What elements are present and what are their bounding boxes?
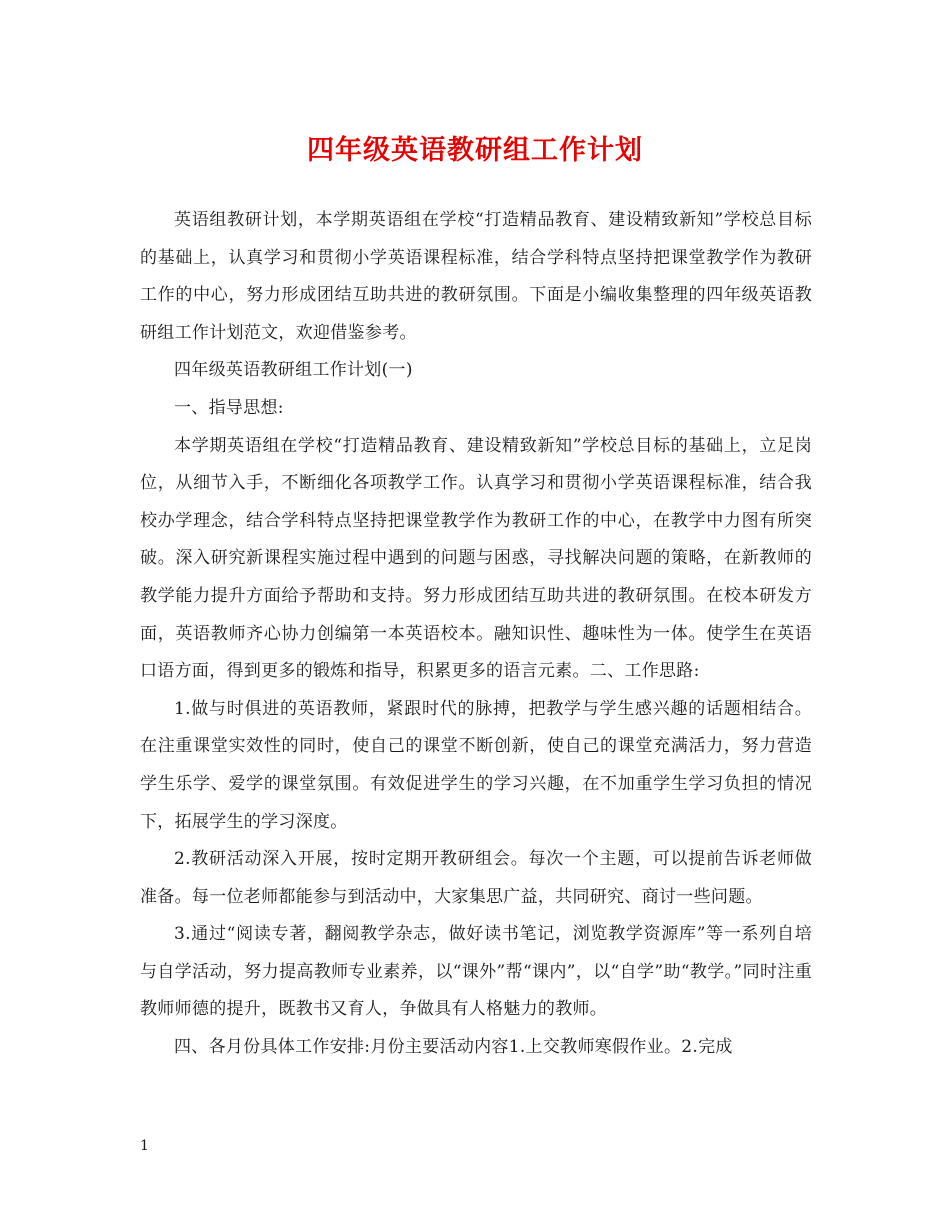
monthly-schedule-paragraph: 四、各月份具体工作安排:月份主要活动内容1.上交教师寒假作业。2.完成	[174, 1037, 733, 1058]
guiding-thought-paragraph: 本学期英语组在学校“打造精品教育、建设精致新知”学校总目标的基础上，立足岗位，从细节入手，不断细化各项教学工作。认真学习和贯彻小学英语课程标准，结合我校办学理念，结合学科特点坚持把课堂教学作为教研工作的中心，在教学中力图有所突破。深入研究新课程实施过程中遇到的问题与困惑，寻找解决问题的策略，在新教师的教学能力提升方面给予帮助和支持。努力形成团结互助共进的教研氛围。在校本研发方面，英语教师齐心协力创编第一本英语校本。融知识性、趣味性为一体。使学生在英语口语方面，得到更多的锻炼和指导，积累更多的语言元素。二、工作思路:	[140, 435, 812, 682]
document-body	[140, 202, 812, 1067]
work-idea-item-3: 3.通过“阅读专著，翻阅教学杂志，做好读书笔记，浏览教学资源库”等一系列自培与自学活动，努力提高教师专业素养，以“课外”帮“课内”，以“自学”助“教学。”同时注重教师师德的提升，既教书又育人，争做具有人格魅力的教师。	[140, 924, 812, 1020]
document-title: 四年级英语教研组工作计划	[307, 135, 643, 166]
section-heading-guiding-thought: 一、指导思想:	[174, 397, 284, 418]
page-number: 1	[140, 1138, 149, 1154]
plan-heading: 四年级英语教研组工作计划(一)	[174, 360, 413, 381]
work-idea-item-1: 1.做与时俱进的英语教师，紧跟时代的脉搏，把教学与学生感兴趣的话题相结合。在注重课堂实效性的同时，使自己的课堂不断创新，使自己的课堂充满活力，努力营造学生乐学、爱学的课堂氛围。有效促进学生的学习兴趣，在不加重学生学习负担的情况下，拓展学生的学习深度。	[140, 698, 812, 832]
intro-paragraph: 英语组教研计划，本学期英语组在学校“打造精品教育、建设精致新知”学校总目标的基础上，认真学习和贯彻小学英语课程标准，结合学科特点坚持把课堂教学作为教研工作的中心，努力形成团结互助共进的教研氛围。下面是小编收集整理的四年级英语教研组工作计划范文，欢迎借鉴参考。	[140, 210, 812, 343]
work-idea-item-2: 2.教研活动深入开展，按时定期开教研组会。每次一个主题，可以提前告诉老师做准备。每一位老师都能参与到活动中，大家集思广益，共同研究、商讨一些问题。	[140, 849, 812, 907]
